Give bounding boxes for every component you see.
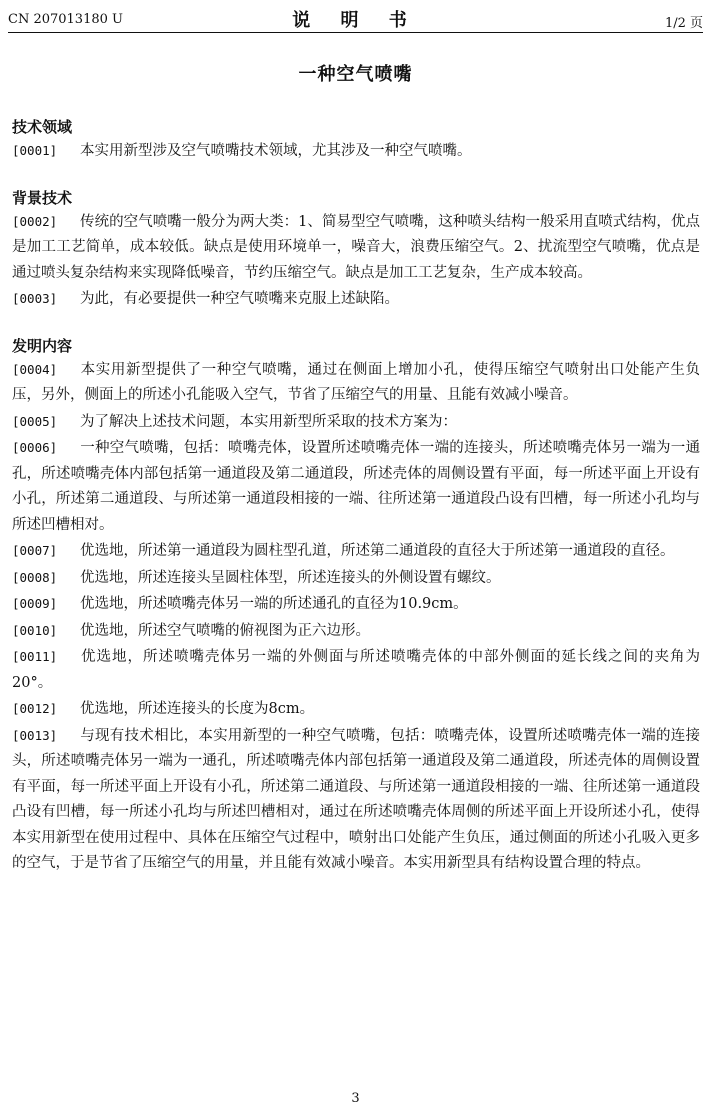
paragraph-number: [0010] bbox=[12, 622, 58, 638]
doc-type-label: 说 明 书 bbox=[292, 10, 419, 31]
document-title: 一种空气喷嘴 bbox=[298, 64, 413, 85]
section-heading: 背景技术 bbox=[12, 188, 73, 207]
paragraph-number: [0004] bbox=[12, 361, 58, 377]
paragraph-number: [0008] bbox=[12, 569, 58, 585]
paragraph-0012 bbox=[12, 696, 700, 723]
paragraph-text: 一种空气喷嘴，包括：喷嘴壳体，设置所述喷嘴壳体一端的连接头，所述喷嘴壳体另一端为一通孔，所述喷嘴壳体内部包括第一通道段及第二通道段，所述壳体的周侧设置有平面，每一所述平面上开设有小孔，所述第二通道段、与所述第一通道段相接的一端、往所述第一通道段凸设有凹槽，每一所述小孔均与所述凹槽相对。 bbox=[12, 440, 700, 533]
paragraph-text: 优选地，所述第一通道段为圆柱型孔道，所述第二通道段的直径大于所述第一通道段的直径。 bbox=[80, 543, 675, 559]
paragraph-text: 本实用新型涉及空气喷嘴技术领域，尤其涉及一种空气喷嘴。 bbox=[80, 143, 472, 159]
paragraph-number: [0002] bbox=[12, 213, 58, 229]
section-heading: 技术领域 bbox=[12, 118, 73, 136]
paragraph-number: [0013] bbox=[12, 727, 58, 743]
paragraph-text: 优选地，所述连接头呈圆柱体型，所述连接头的外侧设置有螺纹。 bbox=[80, 569, 501, 586]
paragraph-number: [0009] bbox=[12, 596, 58, 611]
patent-number: CN 207013180 U bbox=[8, 12, 123, 27]
paragraph-0003 bbox=[12, 286, 700, 313]
paragraph-0007 bbox=[12, 538, 700, 565]
paragraph-0008 bbox=[12, 565, 700, 592]
paragraph-text: 优选地，所述空气喷嘴的俯视图为正六边形。 bbox=[80, 622, 370, 639]
paragraph-text: 为此，有必要提供一种空气喷嘴来克服上述缺陷。 bbox=[80, 291, 399, 307]
paragraph-0005 bbox=[12, 409, 700, 436]
paragraph-number: [0007] bbox=[12, 543, 58, 558]
page-indicator: 1/2 页 bbox=[664, 16, 703, 31]
paragraph-0013 bbox=[12, 723, 700, 877]
paragraph-text: 本实用新型提供了一种空气喷嘴，通过在侧面上增加小孔，使得压缩空气喷射出口处能产生负压，另外，侧面上的所述小孔能吸入空气，节省了压缩空气的用量、且能有效减小噪音。 bbox=[12, 361, 700, 403]
paragraph-0004 bbox=[12, 357, 700, 409]
document-body bbox=[12, 116, 700, 877]
paragraph-number: [0006] bbox=[12, 440, 58, 455]
page-number: 3 bbox=[351, 1091, 360, 1106]
paragraph-0009 bbox=[12, 591, 700, 618]
paragraph-0006 bbox=[12, 435, 700, 538]
paragraph-0011 bbox=[12, 644, 700, 696]
paragraph-text: 与现有技术相比，本实用新型的一种空气喷嘴，包括：喷嘴壳体，设置所述喷嘴壳体一端的连接头，所述喷嘴壳体另一端为一通孔，所述喷嘴壳体内部包括第一通道段及第二通道段，所述壳体的周侧设置有平面，每一所述平面上开设有小孔，所述第二通道段、与所述第一通道段相接的一端、往所述第一通道段凸设有凹槽，每一所述小孔均与所述凹槽相对，通过在所述喷嘴壳体周侧的所述平面上开设所述小孔，使得本实用新型在使用过程中、具体在压缩空气过程中，喷射出口处能产生负压，通过侧面的所述小孔吸入更多的空气，于是节省了压缩空气的用量，并且能有效减小噪音。本实用新型具有结构设置合理的特点。 bbox=[12, 727, 700, 871]
paragraph-number: [0005] bbox=[12, 413, 58, 429]
paragraph-0010 bbox=[12, 618, 700, 645]
paragraph-0002 bbox=[12, 209, 700, 287]
paragraph-number: [0011] bbox=[12, 649, 58, 664]
paragraph-text: 优选地，所述喷嘴壳体另一端的所述通孔的直径为10.9cm。 bbox=[80, 596, 468, 612]
paragraph-text: 为了解决上述技术问题，本实用新型所采取的技术方案为： bbox=[80, 413, 457, 430]
page-header bbox=[8, 6, 703, 30]
section-heading: 发明内容 bbox=[12, 336, 73, 355]
paragraph-0001 bbox=[12, 138, 700, 165]
paragraph-number: [0012] bbox=[12, 701, 58, 716]
paragraph-number: [0003] bbox=[12, 291, 58, 306]
paragraph-text: 优选地，所述连接头的长度为8cm。 bbox=[80, 701, 315, 717]
paragraph-number: [0001] bbox=[12, 143, 58, 158]
paragraph-text: 优选地，所述喷嘴壳体另一端的外侧面与所述喷嘴壳体的中部外侧面的延长线之间的夹角为20°。 bbox=[12, 649, 700, 691]
header-rule bbox=[8, 32, 703, 33]
paragraph-text: 传统的空气喷嘴一般分为两大类：1、简易型空气喷嘴，这种喷头结构一般采用直喷式结构，优点是加工工艺简单，成本较低。缺点是使用环境单一，噪音大，浪费压缩空气。2、扰流型空气喷嘴，优点是通过喷头复杂结构来实现降低噪音，节约压缩空气。缺点是加工工艺复杂，生产成本较高。 bbox=[12, 213, 700, 281]
